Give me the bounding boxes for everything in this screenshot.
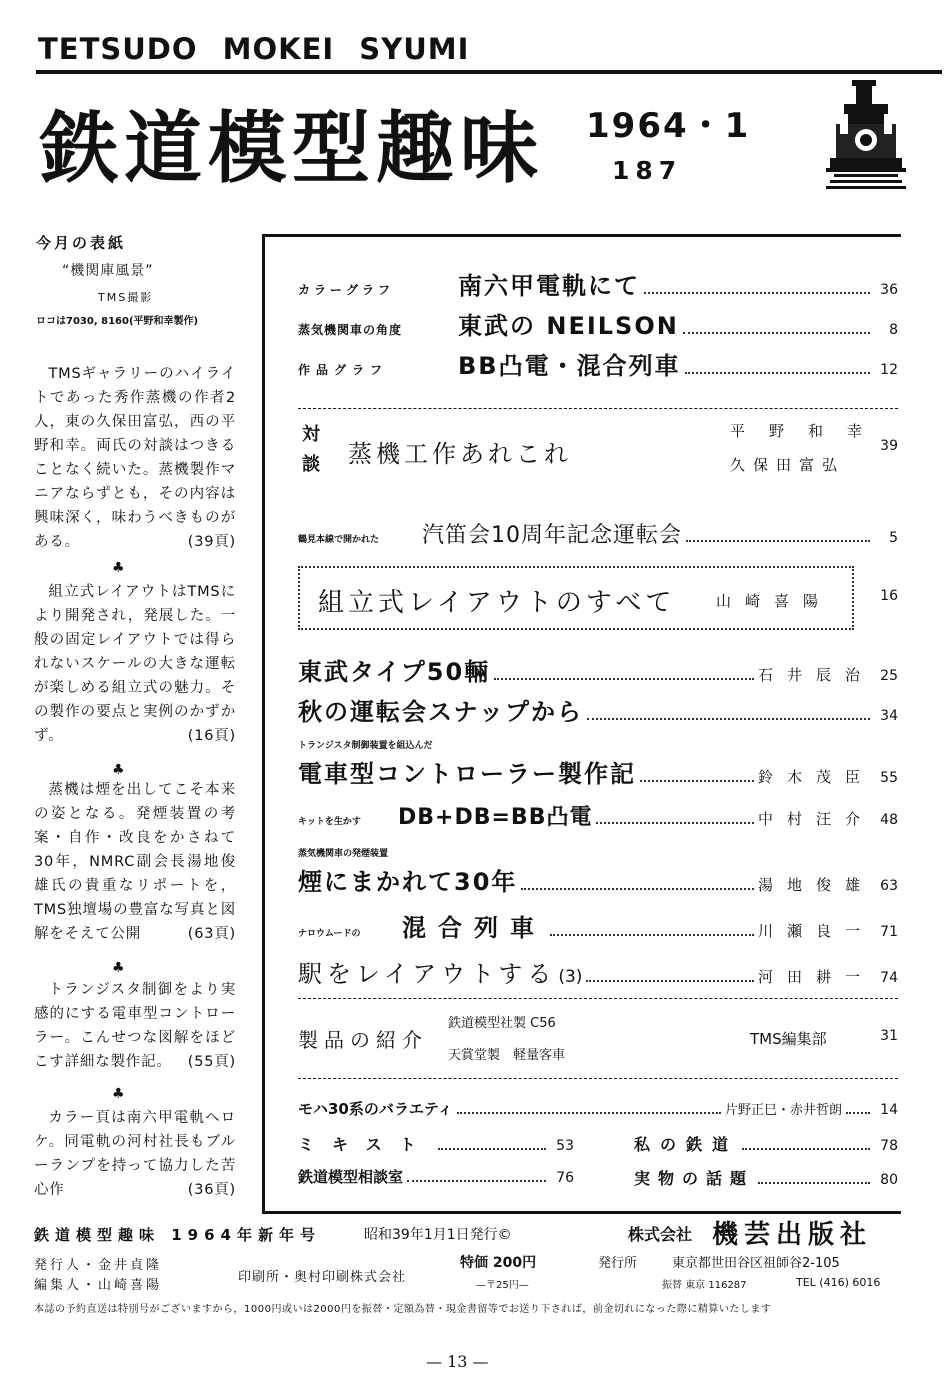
toc-label: カラーグラフ (298, 283, 395, 297)
toc-title: 駅をレイアウトする (298, 960, 557, 988)
cover-heading: 今月の表紙 (36, 234, 127, 252)
leader-dots (640, 780, 754, 782)
toc-page: 14 (880, 1102, 898, 1118)
toc-row[interactable] (298, 800, 898, 831)
blurb (34, 978, 236, 1074)
printer: 印刷所・奥村印刷株式会社 (238, 1270, 407, 1285)
postage: —〒25円— (476, 1280, 529, 1291)
toc-row[interactable] (298, 908, 898, 943)
toc-row[interactable] (634, 1132, 898, 1155)
leader-dots (521, 888, 754, 890)
toc-page: 8 (889, 322, 898, 338)
toc-row[interactable] (298, 266, 898, 301)
separator-icon: ♣ (112, 1086, 125, 1102)
toc-page: 76 (556, 1170, 574, 1186)
cover-title: “機関庫風景” (62, 263, 154, 279)
issue-number: 187 (612, 156, 683, 185)
steam-locomotive-icon (826, 78, 906, 190)
address: 東京都世田谷区祖師谷2-105 (672, 1256, 840, 1271)
divider (298, 408, 898, 409)
toc-title: 秋の運転会スナップから (298, 698, 584, 726)
subscription-note: 本誌の予約直送は特別号がございますから，1000円或いは2000円を振替・定額為替・現金書留等でお送り下されば，前金切れになった際に精算いたします (34, 1304, 772, 1315)
toc-page: 71 (880, 924, 898, 940)
toc-label: 談 (302, 454, 320, 475)
leader-dots (596, 822, 754, 824)
toc-title: 混合列車 (402, 914, 546, 942)
toc-page: 78 (880, 1138, 898, 1154)
blurb (34, 1106, 236, 1202)
toc-page: 25 (880, 668, 898, 684)
toc-row[interactable] (298, 692, 898, 727)
leader-dots (742, 1148, 870, 1150)
toc-label: 蒸気機関車の角度 (298, 323, 403, 337)
toc-title: 実物の話題 (634, 1169, 755, 1188)
toc-page: 48 (880, 812, 898, 828)
toc-row[interactable] (298, 306, 898, 341)
issue-date: 1964・1 (586, 106, 751, 146)
toc-page: 16 (880, 588, 898, 604)
publisher-name: 機芸出版社 (712, 1220, 873, 1250)
blurb (34, 580, 236, 748)
toc-title: 汽笛会10周年記念運転会 (422, 523, 682, 548)
toc-prefix: キットを生かす (298, 817, 361, 827)
editor-person: 編集人・山崎喜陽 (34, 1278, 163, 1293)
toc-title: 電車型コントローラー製作記 (298, 760, 636, 788)
toc-page: 36 (880, 282, 898, 298)
leader-dots (683, 332, 870, 334)
transfer-account: 振替 東京 116287 (662, 1280, 747, 1291)
toc-prefix: 蒸気機関車の発煙装置 (298, 849, 389, 859)
toc-title: モハ30系のバラエティ (298, 1100, 453, 1118)
toc-title: DB+DB=BB凸電 (398, 805, 593, 830)
toc-author: 湯地俊雄 (757, 876, 874, 894)
leader-dots (644, 292, 870, 294)
toc-page: 63 (880, 878, 898, 894)
product-item: 天賞堂製 軽量客車 (448, 1048, 566, 1063)
toc-prefix: 鶴見本線で開かれた (298, 535, 380, 545)
toc-page: 5 (889, 530, 898, 546)
toc-page: 39 (880, 438, 898, 454)
imprint-title: 鉄道模型趣味 1964年新年号 (34, 1226, 321, 1244)
toc-page: 12 (880, 362, 898, 378)
toc-label: 作品グラフ (298, 363, 389, 377)
toc-page: 53 (556, 1138, 574, 1154)
toc-title: BB凸電・混合列車 (458, 352, 681, 380)
leader-dots (438, 1148, 546, 1150)
blurb (34, 362, 236, 554)
toc-author: 久保田富弘 (730, 456, 846, 474)
toc-row[interactable] (298, 862, 898, 897)
blurb-ref: (55頁) (187, 1054, 236, 1070)
toc-row[interactable] (298, 1132, 574, 1155)
toc-label: 対 (302, 424, 320, 445)
toc-author: 川瀬良一 (757, 922, 874, 940)
toc-author: 石井辰治 (757, 666, 874, 684)
toc-row[interactable] (298, 1098, 898, 1119)
office-label: 発行所 (598, 1256, 638, 1271)
toc-title: 私の鉄道 (634, 1135, 739, 1154)
toc-row[interactable] (298, 754, 898, 789)
toc-author: 中村汪介 (757, 810, 874, 828)
toc-row[interactable] (298, 346, 898, 381)
toc-title[interactable]: 製品の紹介 (298, 1028, 428, 1052)
blurb-ref: (39頁) (187, 534, 236, 550)
blurb-text: トランジスタ制御をより実感的にする電車型コントローラー。こんせつな図解をほどこす詳細な製作記。 (34, 982, 236, 1070)
toc-row[interactable] (298, 1166, 574, 1187)
cover-loco-note: ロコは7030, 8160(平野和幸製作) (36, 316, 199, 327)
toc-page: 34 (880, 708, 898, 724)
toc-page: 31 (880, 1028, 898, 1044)
leader-dots (758, 1182, 870, 1184)
leader-dots (457, 1112, 721, 1114)
toc-row[interactable] (298, 652, 898, 687)
blurb-ref: (36頁) (187, 1182, 236, 1198)
toc-title: 煙にまかれて30年 (298, 868, 518, 896)
romaji-title: TETSUDO MOKEI SYUMI (38, 32, 470, 66)
leader-dots (587, 718, 870, 720)
separator-icon: ♣ (112, 762, 125, 778)
imprint-date: 昭和39年1月1日発行© (364, 1227, 512, 1243)
cover-credit: TMS撮影 (98, 291, 154, 304)
toc-part-number: (3) (558, 967, 583, 987)
toc-title[interactable]: 組立式レイアウトのすべて (318, 588, 676, 618)
toc-author: 河田耕一 (757, 968, 874, 986)
header-rule (36, 70, 942, 74)
company-type: 株式会社 (628, 1225, 693, 1244)
toc-row[interactable] (298, 954, 898, 989)
page-number: — 13 — (426, 1352, 489, 1371)
toc-title: 南六甲電軌にて (458, 272, 640, 300)
toc-author: 片野正巳・赤井哲朗 (724, 1103, 842, 1118)
divider (298, 1078, 898, 1079)
blurb-text: カラー頁は南六甲電軌ヘロケ。同電軌の河村社長もブルーランプを持って協力した苦心作 (34, 1110, 236, 1198)
blurb-ref: (16頁) (187, 728, 236, 744)
toc-row[interactable] (634, 1166, 898, 1189)
separator-icon: ♣ (112, 960, 125, 976)
leader-dots (494, 678, 754, 680)
blurb-text: 蒸機は煙を出してこそ本来の姿となる。発煙装置の考案・自作・改良をかさねて30年，NMRC副会長湯地俊雄氏の貴重なリポートを，TMS独壇場の豊富な写真と図解をそえて公開 (34, 782, 236, 942)
separator-icon: ♣ (112, 560, 125, 576)
blurb-text: TMSギャラリーのハイライトであった秀作蒸機の作者2人，東の久保田富弘，西の平野和幸。両氏の対談はつきることなく続いた。蒸機製作マニアならずとも，その内容は興味深く，味わうべきものがある。 (34, 366, 236, 550)
toc-author: 山崎喜陽 (716, 592, 833, 610)
toc-page: 74 (880, 970, 898, 986)
leader-dots (686, 540, 870, 542)
publisher-person: 発行人・金井貞隆 (34, 1258, 163, 1273)
leader-dots (407, 1180, 546, 1182)
toc-prefix: トランジスタ制御装置を組込んだ (298, 741, 433, 751)
toc-author: TMS編集部 (750, 1030, 827, 1048)
price: 特価 200円 (460, 1255, 537, 1271)
leader-dots (586, 980, 754, 982)
leader-dots (685, 372, 870, 374)
toc-title[interactable]: 蒸機工作あれこれ (348, 440, 572, 468)
toc-title: ミキスト (298, 1135, 434, 1154)
toc-title: 東武タイプ50輛 (298, 658, 491, 686)
leader-dots (846, 1112, 870, 1114)
toc-page: 55 (880, 770, 898, 786)
toc-page: 80 (880, 1172, 898, 1188)
leader-dots (550, 934, 754, 936)
blurb-ref: (63頁) (187, 926, 236, 942)
toc-author: 鈴木茂臣 (757, 768, 874, 786)
toc-author: 平野和幸 (730, 422, 887, 440)
toc-title: 東武の NEILSON (458, 312, 679, 340)
toc-title: 鉄道模型相談室 (298, 1168, 404, 1186)
blurb-text: 組立式レイアウトはTMSにより開発され，発展した。一般の固定レイアウトでは得られないスケールの大きな運転が楽しめる組立式の魅力。その製作の要点と実例のかずかず。 (34, 584, 236, 744)
toc-prefix: ナロウムードの (298, 929, 361, 939)
divider (298, 998, 898, 999)
product-item: 鉄道模型社製 C56 (448, 1016, 556, 1031)
telephone: TEL (416) 6016 (796, 1276, 881, 1289)
toc-row[interactable] (298, 518, 898, 549)
blurb (34, 778, 236, 946)
magazine-title: 鉄道模型趣味 (40, 104, 545, 194)
